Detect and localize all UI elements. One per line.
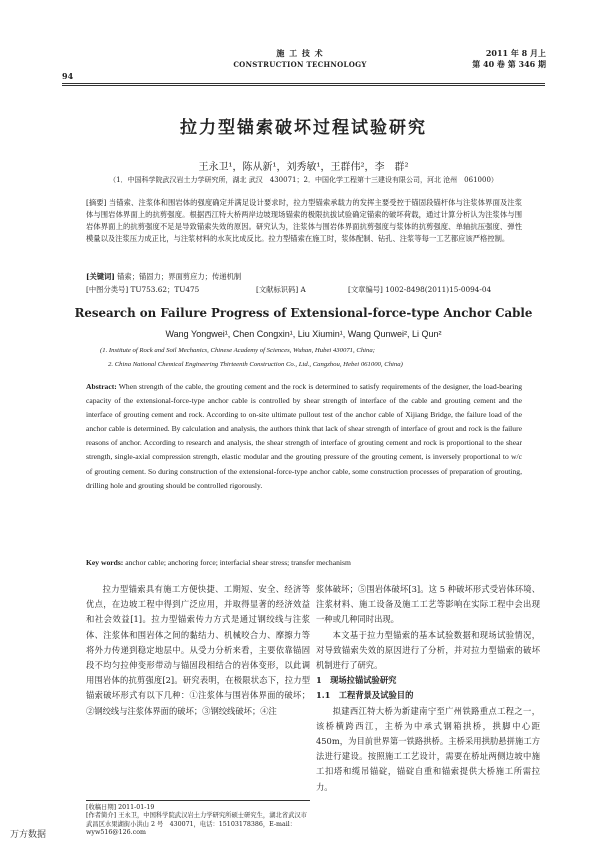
watermark: 万方数据 — [10, 829, 47, 839]
title-zh: 拉力型锚索破坏过程试验研究 — [180, 118, 427, 138]
subsection-heading: 1.1 工程背景及试验目的 — [316, 690, 414, 701]
issue-date: 2011 年 8 月上 — [485, 48, 546, 58]
body-paragraph: 本文基于拉力型锚索的基本试验数据和现场试验情况，对导致锚索失效的原因进行了分析，并对拉力型锚索的破坏机制进行了研究。 — [316, 629, 540, 671]
keywords-zh — [86, 272, 522, 282]
journal-header — [200, 48, 400, 70]
keywords-en-text: anchor cable; anchoring force; interfacial shear stress; transfer mechanism — [125, 558, 351, 567]
footnote-received: [收稿日期] 2011-01-19 — [86, 804, 155, 811]
keywords-zh-label: [关键词] — [86, 272, 115, 281]
article-number: [文章编号] 1002-8498(2011)15-0094-04 — [348, 285, 492, 294]
body-paragraph: 拟建西江特大桥为新建南宁至广州铁路重点工程之一，该桥横跨西江，主桥为中承式钢箱拱桥，拱脚中心距 450m，为目前世界第一铁路拱桥。主桥采用拱肋悬拼施工方法进行建设。按照施工工艺设计，需要在桥址两侧边坡中施工扣塔和缆吊锚碇，锚碇自重和锚索提供大桥施工所需拉力。 — [316, 705, 540, 792]
affiliation-en-2: 2. China National Chemical Engineering Thirteenth Construction Co., Ltd., Cangzhou, Hebei 061000, China) — [108, 361, 403, 368]
authors-zh: 王永卫¹，陈从新¹，刘秀敏¹，王群伟²，李 群² — [198, 162, 409, 173]
journal-name-en: CONSTRUCTION TECHNOLOGY — [233, 60, 367, 69]
class-number: [中图分类号] TU753.62；TU475 — [86, 285, 200, 294]
body-column-left — [86, 582, 310, 719]
journal-name-zh: 施 工 技 术 — [276, 48, 324, 58]
issue-info — [430, 48, 546, 70]
footnote-author: [作者简介] 王永卫，中国科学院武汉岩土力学研究所硕士研究生，湖北省武汉市武昌区水果湖街小洪山 2 号 430071，电话：15103178386，E-mail：wyw516@126.com — [86, 812, 308, 837]
affiliation-zh: （1．中国科学院武汉岩土力学研究所，湖北 武汉 430071；2．中国化学工程第十三建设有限公司，河北 沧州 061000） — [109, 176, 498, 184]
abstract-en — [86, 380, 522, 493]
body-paragraph: 拉力型锚索具有施工方便快捷、工期短、安全、经济等优点，在边坡工程中得到广泛应用，并取得显著的经济效益和社会效益[1]。拉力型锚索传力方式是通过钢绞线与注浆体、注浆体和围岩体之间的黏结力、机械咬合力、摩擦力等将外力传递到稳定地层中。从受力分析来看，主要依靠锚固段不均匀拉伸变形带动与锚固段相结合的岩体变形，以此调用围岩体的抗剪强度[2]。研究表明，在极限状态下，拉力型锚索破坏形式有以下几种：①注浆体与围岩体界面的破坏；②钢绞线与注浆体界面的破坏；③钢绞线破坏；④注 — [86, 584, 310, 716]
body-column-right — [316, 582, 540, 795]
authors-en: Wang Yongwei¹, Chen Congxin¹, Liu Xiumin¹, Wang Qunwei², Li Qun² — [165, 329, 442, 339]
issue-volume: 第 40 卷 第 346 期 — [472, 59, 546, 69]
affiliation-en-1: (1. Institute of Rock and Soil Mechanics, Chinese Academy of Sciences, Wuhan, Hubei 430071, China; — [100, 347, 375, 354]
document-code: [文献标识码] A — [256, 285, 306, 294]
keywords-en — [86, 558, 522, 567]
header-rule — [62, 83, 545, 84]
header-rule-thin — [62, 85, 545, 86]
keywords-zh-text: 锚索；锚固力；界面剪应力；传递机制 — [117, 272, 242, 281]
section-heading: 1 现场拉锚试验研究 — [316, 675, 397, 686]
abstract-zh: [摘要] 当锚索、注浆体和围岩体的强度确定并满足设计要求时，拉力型锚索承载力的发挥主要受控于锚固段锚杆体与注浆体界面及注浆体与围岩体界面上的抗剪强度。根据西江特大桥两岸边坡现场锚索的极限抗拔试验确定锚索的破坏荷载，通过计算分析认为注浆体与围岩体界面上的抗剪强度不足是导致锚索失效的原因。研究认为，注浆体与围岩体界面抗剪强度与浆体的抗剪强度、单轴抗压强度、弹性模量以及注浆压力成正比，与注浆材料的水灰比成反比。拉力型锚索在施工时，浆体配制、钻孔、注浆等每一工艺都应该严格控制。 — [86, 198, 522, 244]
footnote — [86, 800, 310, 838]
keywords-en-label: Key words: — [86, 558, 124, 567]
abstract-en-text: When strength of the cable, the grouting cement and the rock is determined to satisfy requirements of the designer, the load-bearing capacity of the extensional-force-type anchor cable is controlled by shear strength of interface of the cable and grouting cement and the interface of grouting cement and rock. According to on-site ultimate pullout test of the anchor cable of Xijiang Bridge, the failure load of the anchor cable is determined. By calculation and analysis, the authors think that lack of shear strength of interface of grout and rock is the failure reasons of anchor. According to research and analysis, the shear strength of interface of grouting cement and rock is proportional to the shear strength, single-axial compression strength, elastic modular and the grouting pressure of the grouting cement, is inversely proportional to w/c of grouting cement. So during construction of the extensional-force-type anchor cable, some construction processes of preparation of grouting, drilling hole and grouting should be controlled rigorously. — [86, 382, 523, 490]
title-en: Research on Failure Progress of Extensional-force-type Anchor Cable — [74, 306, 533, 320]
page-number: 94 — [62, 71, 74, 81]
abstract-en-label: Abstract: — [86, 382, 117, 391]
body-paragraph: 浆体破坏；⑤围岩体破坏[3]。这 5 种破坏形式受岩体环境、注浆材料、施工设备及施工工艺等影响在实际工程中会出现一种或几种同时出现。 — [316, 584, 540, 625]
